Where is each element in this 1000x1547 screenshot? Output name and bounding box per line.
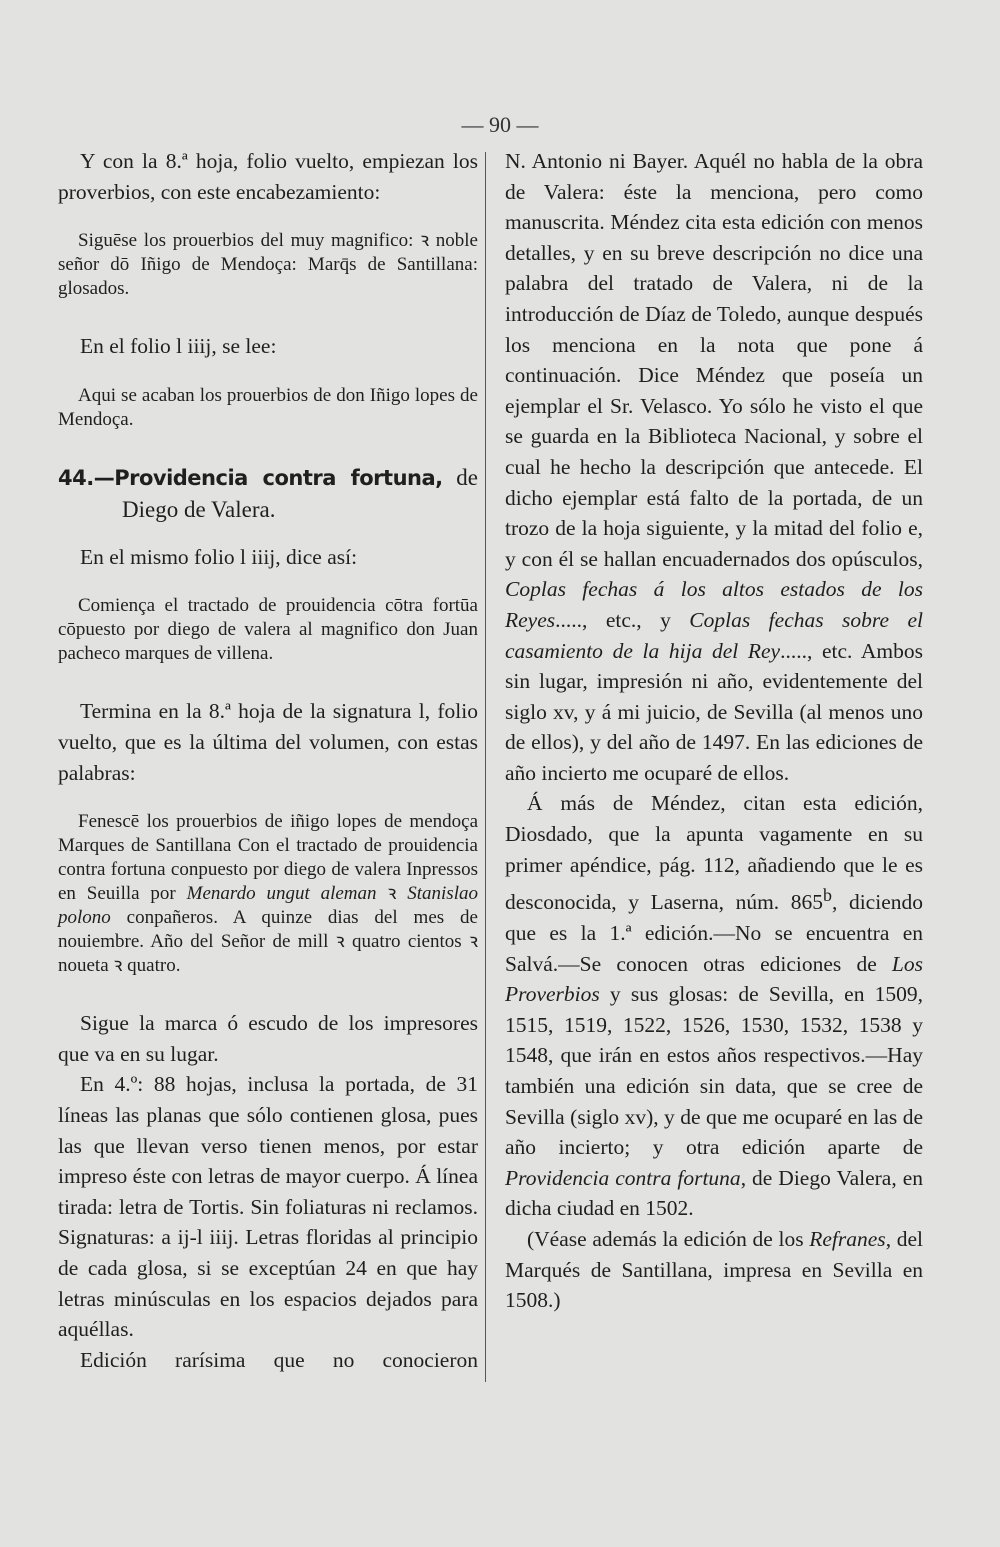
quotation: Aqui se acaban los prouerbios de don Iñigo lopes de Mendoça. bbox=[58, 384, 478, 430]
paragraph: En 4.º: 88 hojas, inclusa la portada, de 31 líneas las planas que sólo contienen glosa, pues las que llevan verso tienen menos, por estar impreso éste con letras de mayor cuerpo. Á línea tirada: letra de Tortis. Sin foliaturas ni reclamos. Signaturas: a ij-l iiij. Letras floridas al principio de cada glosa, si se exceptúan 24 en que hay letras minúsculas en los espacios dejados para aquéllas. bbox=[58, 1072, 478, 1342]
paragraph: Sigue la marca ó escudo de los impresores que va en su lugar. bbox=[58, 1011, 478, 1066]
paragraph-text: , del Marqués de Santillana, impresa en Sevilla en 1508.) bbox=[505, 1226, 923, 1313]
paragraph: Y con la 8.ª hoja, folio vuelto, empiezan los proverbios, con este encabezamiento: bbox=[58, 149, 478, 204]
catalog-entry-heading bbox=[58, 462, 478, 526]
right-column bbox=[505, 146, 923, 1316]
colophon-quotation bbox=[58, 810, 478, 978]
entry-number: 44.— bbox=[58, 465, 115, 490]
page-number: — 90 — bbox=[461, 112, 539, 137]
entry-title: Providencia contra fortuna, bbox=[114, 465, 443, 490]
quote-text: Fenescē los prouerbios de iñigo lopes de mendoça Marques de Santillana Con el tractado de prouidencia contra fortuna conpuesto por diego de valera Inpressos en Seuilla por bbox=[58, 811, 478, 905]
work-title: Coplas fechas á los altos estados de los Reyes bbox=[505, 577, 923, 632]
work-title: Los Proverbios bbox=[505, 951, 923, 1007]
paragraph-text: ....., etc., y bbox=[555, 607, 690, 632]
quote-text: ꝛ bbox=[376, 883, 408, 905]
paragraph: Termina en la 8.ª hoja de la signatura l, folio vuelto, que es la última del volumen, con estas palabras: bbox=[58, 699, 478, 785]
entry-author: de Diego de Valera. bbox=[122, 464, 478, 522]
work-title: Coplas fechas sobre el casamiento de la hija del Rey bbox=[505, 607, 923, 663]
paragraph-text: y sus glosas: de Sevilla, en 1509, 1515, 1519, 1522, 1526, 1530, 1532, 1538 y 1548, que irán en estos años respectivos.—Hay también una edición sin data, que se cree de Sevilla (siglo xv), y de que me ocuparé en las de año incierto; y otra edición aparte de bbox=[505, 982, 923, 1160]
left-column bbox=[58, 146, 478, 1375]
printer-name: Menardo ungut aleman bbox=[186, 883, 377, 905]
paragraph: En el folio l iiij, se lee: bbox=[80, 334, 277, 359]
paragraph: Edición rarísima que no conocieron bbox=[80, 1347, 478, 1372]
quote-text: conpañeros. A quinze dias del mes de nouiembre. Año del Señor de mill ꝛ quatro cientos ꝛ noueta ꝛ quatro. bbox=[58, 907, 478, 977]
paragraph bbox=[505, 1224, 923, 1316]
printer-name: Stanislao polono bbox=[58, 883, 478, 929]
work-title: Providencia contra fortuna bbox=[505, 1165, 741, 1190]
paragraph-text: , de Diego Valera, en dicha ciudad en 1502. bbox=[505, 1165, 923, 1221]
superscript: b bbox=[823, 885, 832, 906]
paragraph: En el mismo folio l iiij, dice así: bbox=[80, 544, 358, 569]
paragraph-text: (Véase además la edición de los bbox=[527, 1226, 810, 1251]
quotation: Comiença el tractado de prouidencia cōtra fortūa cōpuesto por diego de valera al magnifico don Juan pacheco marques de villena. bbox=[58, 595, 478, 665]
paragraph bbox=[505, 788, 923, 1223]
column-divider bbox=[485, 152, 486, 1382]
paragraph-text: N. Antonio ni Bayer. Aquél no habla de la obra de Valera: éste la menciona, pero como manuscrita. Méndez cita esta edición con menos detalles, y en su breve descripción no dice una palabra del tratado de Valera, ni de la introducción de Díaz de Toledo, aunque después los menciona en la nota que pone á continuación. Dice Méndez que poseía un ejemplar el Sr. Velasco. Yo sólo he visto el que se guarda en la Biblioteca Nacional, y sobre el cual he hecho la descripción que antecede. El dicho ejemplar está falto de la portada, de un trozo de la hoja siguiente, y la mitad del folio e, y con él se hallan encuadernados dos opúsculos, bbox=[505, 149, 923, 571]
work-title: Refranes bbox=[809, 1226, 886, 1251]
paragraph-text: Á más de Méndez, citan esta edición, Diosdado, que la apunta vagamente en su primer apéndice, pág. 112, añadiendo que le es desconocida, y Laserna, núm. 865 bbox=[505, 791, 923, 915]
paragraph-text: ....., etc. Ambos sin lugar, impresión ni año, evidentemente del siglo xv, y á mi juicio, de Sevilla (al menos uno de ellos), y del año de 1497. En las ediciones de año incierto me ocuparé de ellos. bbox=[505, 638, 923, 785]
paragraph bbox=[505, 146, 923, 788]
paragraph-text: , diciendo que es la 1.ª edición.—No se encuentra en Salvá.—Se conocen otras ediciones de bbox=[505, 890, 923, 976]
quotation: Siguēse los prouerbios del muy magnifico: ꝛ noble señor dō Iñigo de Mendoça: Marq̄s de Santillana: glosados. bbox=[58, 230, 478, 300]
